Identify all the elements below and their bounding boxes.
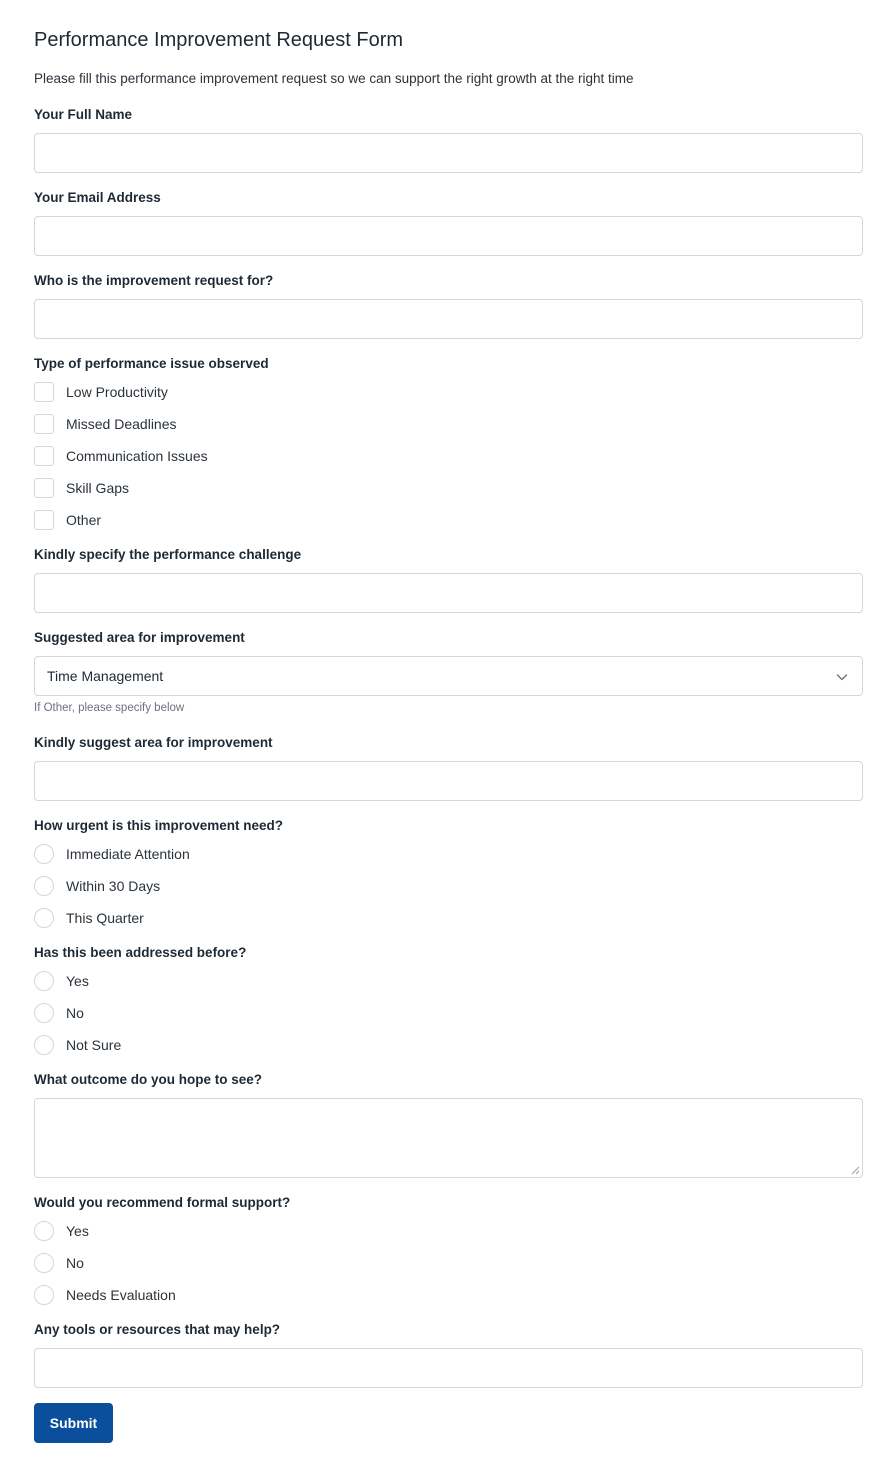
option-label: This Quarter (66, 910, 144, 926)
radio-button[interactable] (34, 876, 54, 896)
urgency-option-this-quarter[interactable] (34, 908, 144, 928)
radio-button[interactable] (34, 1285, 54, 1305)
option-label: Low Productivity (66, 384, 168, 400)
area-select[interactable] (34, 656, 863, 696)
urgency-option-30-days[interactable] (34, 876, 160, 896)
option-label: Skill Gaps (66, 480, 130, 496)
option-label: Needs Evaluation (66, 1287, 176, 1303)
request-for-label: Who is the improvement request for? (34, 273, 274, 288)
option-label: No (66, 1005, 84, 1021)
checkbox[interactable] (34, 510, 54, 530)
checkbox[interactable] (34, 446, 54, 466)
area-hint: If Other, please specify below (34, 702, 185, 714)
urgency-option-immediate[interactable] (34, 844, 190, 864)
option-label: Within 30 Days (66, 878, 161, 894)
issue-option-low-productivity[interactable] (34, 382, 168, 402)
addressed-label: Has this been addressed before? (34, 945, 247, 960)
option-label: Missed Deadlines (66, 416, 177, 432)
formal-support-label: Would you recommend formal support? (34, 1195, 291, 1210)
form-title: Performance Improvement Request Form (34, 29, 404, 51)
option-label: Communication Issues (66, 448, 208, 464)
checkbox[interactable] (34, 414, 54, 434)
urgency-label: How urgent is this improvement need? (34, 818, 284, 833)
challenge-label: Kindly specify the performance challenge (34, 547, 302, 562)
option-label: Other (66, 512, 102, 528)
outcome-label: What outcome do you hope to see? (34, 1072, 263, 1087)
area-label: Suggested area for improvement (34, 630, 245, 645)
issue-option-missed-deadlines[interactable] (34, 414, 177, 434)
addressed-option-no[interactable] (34, 1003, 84, 1023)
tools-input[interactable] (34, 1348, 863, 1388)
submit-button[interactable]: Submit (34, 1403, 113, 1443)
option-label: No (66, 1255, 84, 1271)
support-option-no[interactable] (34, 1253, 84, 1273)
full-name-input[interactable] (34, 133, 863, 173)
option-label: Immediate Attention (66, 846, 190, 862)
addressed-option-not-sure[interactable] (34, 1035, 121, 1055)
issue-type-label: Type of performance issue observed (34, 356, 269, 371)
tools-label: Any tools or resources that may help? (34, 1322, 281, 1337)
radio-button[interactable] (34, 971, 54, 991)
issue-option-skill-gaps[interactable] (34, 478, 129, 498)
radio-button[interactable] (34, 908, 54, 928)
checkbox[interactable] (34, 382, 54, 402)
email-input[interactable] (34, 216, 863, 256)
request-for-input[interactable] (34, 299, 863, 339)
challenge-input[interactable] (34, 573, 863, 613)
form-description: Please fill this performance improvement request so we can support the right growth at the right time (34, 71, 634, 86)
full-name-label: Your Full Name (34, 107, 133, 122)
support-option-needs-evaluation[interactable] (34, 1285, 176, 1305)
email-label: Your Email Address (34, 190, 161, 205)
option-label: Not Sure (66, 1037, 122, 1053)
outcome-textarea[interactable] (34, 1098, 863, 1178)
option-label: Yes (66, 973, 89, 989)
area-selected-value: Time Management (47, 668, 164, 684)
radio-button[interactable] (34, 1003, 54, 1023)
support-option-yes[interactable] (34, 1221, 89, 1241)
addressed-option-yes[interactable] (34, 971, 89, 991)
issue-option-communication-issues[interactable] (34, 446, 208, 466)
radio-button[interactable] (34, 844, 54, 864)
issue-option-other[interactable] (34, 510, 101, 530)
radio-button[interactable] (34, 1221, 54, 1241)
resize-grip-icon[interactable] (850, 1165, 860, 1175)
radio-button[interactable] (34, 1035, 54, 1055)
suggest-area-label: Kindly suggest area for improvement (34, 735, 273, 750)
chevron-down-icon (836, 671, 848, 683)
radio-button[interactable] (34, 1253, 54, 1273)
checkbox[interactable] (34, 478, 54, 498)
option-label: Yes (66, 1223, 89, 1239)
suggest-area-input[interactable] (34, 761, 863, 801)
